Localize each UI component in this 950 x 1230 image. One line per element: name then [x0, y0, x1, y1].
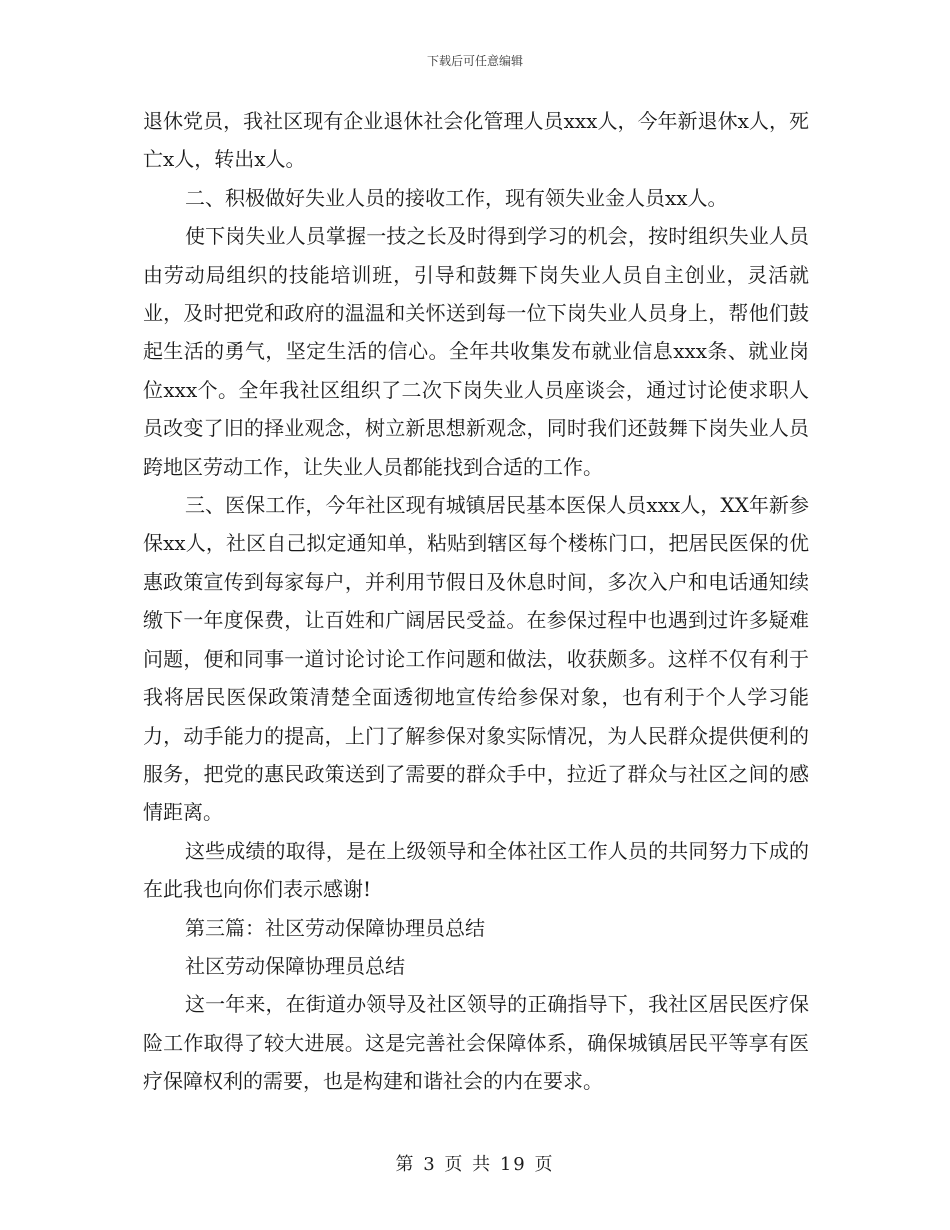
- paragraph-3: 使下岗失业人员掌握一技之长及时得到学习的机会，按时组织失业人员由劳动局组织的技能培训班，引导和鼓舞下岗失业人员自主创业，灵活就业，及时把党和政府的温温和关怀送到每一位下岗失业人员身上，帮他们鼓起生活的勇气，坚定生活的信心。全年共收集发布就业信息xxx条、就业岗位xxx个。全年我社区组织了二次下岗失业人员座谈会，通过讨论使求职人员改变了旧的择业观念，树立新思想新观念，同时我们还鼓舞下岗失业人员跨地区劳动工作，让失业人员都能找到合适的工作。: [143, 224, 809, 479]
- paragraph-6: 这一年来，在街道办领导及社区领导的正确指导下，我社区居民医疗保险工作取得了较大进展。这是完善社会保障体系，确保城镇居民平等享有医疗保障权利的需要，也是构建和谐社会的内在要求。: [143, 992, 809, 1094]
- paragraph-1: 退休党员，我社区现有企业退休社会化管理人员xxx人，今年新退休x人，死亡x人，转出x人。: [143, 109, 809, 172]
- paragraph-5: 这些成绩的取得，是在上级领导和全体社区工作人员的共同努力下成的在此我也向你们表示感谢!: [143, 838, 809, 902]
- document-body: [143, 102, 809, 1101]
- page-header: 下载后可任意编辑: [426, 54, 523, 68]
- paragraph-4: 三、医保工作，今年社区现有城镇居民基本医保人员xxx人，XX年新参保xx人，社区自己拟定通知单，粘贴到辖区每个楼栋门口，把居民医保的优惠政策宣传到每家每户，并利用节假日及休息时间，多次入户和电话通知续缴下一年度保费，让百姓和广阔居民受益。在参保过程中也遇到过许多疑难问题，便和同事一道讨论讨论工作问题和做法，收获颇多。这样不仅有利于我将居民医保政策清楚全面透彻地宣传给参保对象，也有利于个人学习能力，动手能力的提高，上门了解参保对象实际情况，为人民群众提供便利的服务，把党的惠民政策送到了需要的群众手中，拉近了群众与社区之间的感情距离。: [143, 493, 809, 825]
- paragraph-2: 二、积极做好失业人员的接收工作，现有领失业金人员xx人。: [185, 185, 728, 210]
- section-subtitle: 社区劳动保障协理员总结: [185, 953, 405, 978]
- page-number: 第 3 页 共 19 页: [395, 1154, 555, 1175]
- section-heading: 第三篇：社区劳动保障协理员总结: [185, 915, 485, 940]
